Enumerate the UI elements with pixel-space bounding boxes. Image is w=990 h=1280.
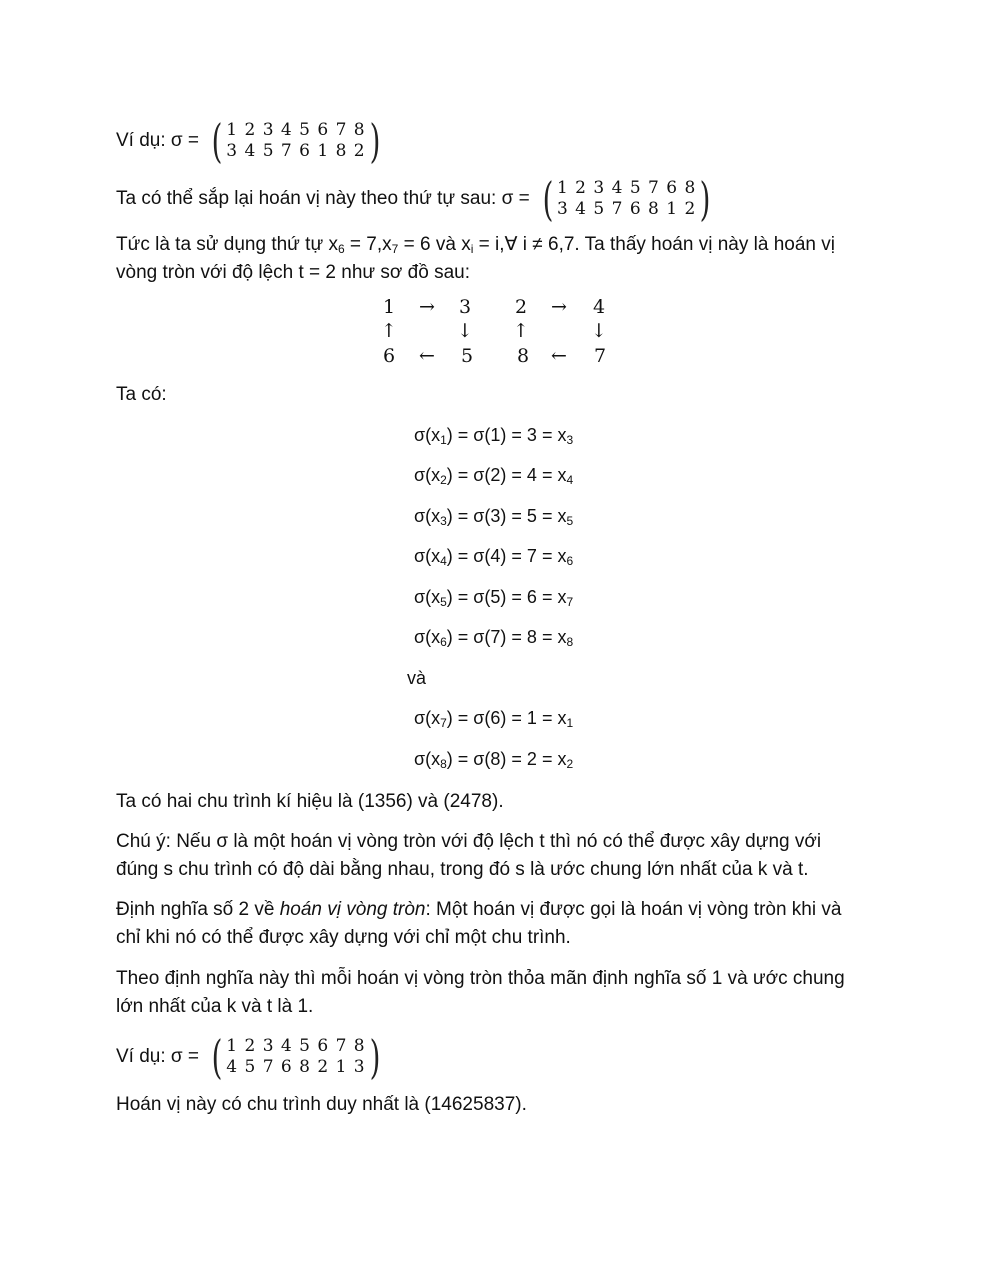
eq-text: ) = σ(6) = 1 = x: [446, 708, 567, 728]
explain-text: = 7,x: [344, 234, 392, 255]
note-line-1: Chú ý: Nếu σ là một hoán vị vòng tròn với độ lệch t thì nó có thể được xây dựng với: [116, 831, 822, 852]
eq-text: ) = σ(3) = 5 = x: [446, 506, 567, 526]
arrow-left: ←: [419, 345, 435, 367]
eq-text: ) = σ(7) = 8 = x: [446, 627, 567, 647]
perm-2-bottom-row: 3 4 5 7 6 8 1 2: [556, 199, 697, 219]
right-paren: ): [369, 1030, 380, 1084]
perm-3-top-row: 1 2 3 4 5 6 7 8: [226, 1036, 366, 1056]
right-paren: ): [699, 172, 711, 226]
subscript: 7: [391, 242, 399, 256]
subscript: 2: [440, 473, 447, 487]
eq-text: σ(x: [414, 506, 441, 526]
example-2: [116, 1030, 876, 1084]
definition-2-line-2: chỉ khi nó có thể được xây dựng với chỉ một chu trình.: [116, 927, 571, 948]
eq-text: ) = σ(2) = 4 = x: [446, 465, 567, 485]
subscript: 4: [566, 473, 574, 487]
subscript: 7: [566, 595, 574, 609]
permutation-matrix-3: [208, 1030, 383, 1084]
subscript: 3: [440, 514, 447, 528]
note-line-2: đúng s chu trình có độ dài bằng nhau, trong đó s là ước chung lớn nhất của k và t.: [116, 859, 809, 880]
permutation-matrix-2: [539, 172, 714, 226]
eq-text: σ(x: [414, 749, 441, 769]
arrow-down: ↓: [457, 320, 473, 342]
eq-text: σ(x: [414, 465, 441, 485]
explain-text: = i,∀ i ≠ 6,7. Ta thấy hoán vị này là hoán vị: [473, 234, 835, 255]
subscript: 8: [566, 635, 574, 649]
eq-text: ) = σ(5) = 6 = x: [446, 587, 567, 607]
right-paren: ): [369, 114, 380, 168]
node: 8: [516, 345, 530, 367]
eq-text: σ(x: [414, 708, 441, 728]
node: 4: [592, 296, 606, 318]
subscript: 5: [440, 595, 447, 609]
cycles-statement: Ta có hai chu trình kí hiệu là (1356) và (2478).: [116, 791, 504, 812]
eq-text: ) = σ(4) = 7 = x: [446, 546, 567, 566]
eq-text: ) = σ(1) = 3 = x: [446, 425, 567, 445]
arrow-up: ↑: [513, 320, 529, 342]
perm-1-top-row: 1 2 3 4 5 6 7 8: [226, 120, 366, 140]
example-1: [116, 114, 876, 168]
subscript: 5: [566, 514, 574, 528]
node: 7: [593, 345, 607, 367]
left-paren: (: [211, 114, 223, 168]
explanation-line-2: vòng tròn với độ lệch t = 2 như sơ đồ sau:: [116, 262, 470, 283]
left-paren: (: [211, 1030, 223, 1084]
permutation-matrix-1: [208, 114, 383, 168]
final-statement: Hoán vị này có chu trình duy nhất là (14625837).: [116, 1094, 527, 1115]
perm-2-top-row: 1 2 3 4 5 7 6 8: [556, 178, 697, 198]
theo-line-1: Theo định nghĩa này thì mỗi hoán vị vòng tròn thỏa mãn định nghĩa số 1 và ước chung: [116, 968, 845, 989]
equation: [414, 465, 573, 487]
subscript: 6: [440, 635, 447, 649]
arrow-right: →: [419, 296, 435, 318]
subscript: 8: [440, 757, 447, 771]
subscript: i: [470, 242, 474, 256]
perm-3-bottom-row: 4 5 7 6 8 2 1 3: [226, 1057, 366, 1077]
ta-co-heading: Ta có:: [116, 384, 167, 405]
left-paren: (: [542, 172, 554, 226]
equation: [414, 708, 573, 730]
equation: [414, 506, 573, 528]
conjunction-va: và: [407, 668, 427, 688]
eq-text: ) = σ(8) = 2 = x: [446, 749, 567, 769]
cycle-diagram: [370, 296, 630, 376]
arrow-left: ←: [551, 345, 567, 367]
explain-text: = 6 và x: [398, 234, 471, 255]
arrow-down: ↓: [591, 320, 607, 342]
equation: [414, 425, 573, 447]
def-text: : Một hoán vị được gọi là hoán vị vòng tròn khi và: [425, 899, 842, 920]
subscript: 7: [440, 716, 447, 730]
subscript: 6: [566, 554, 574, 568]
arrow-up: ↑: [381, 320, 397, 342]
node: 1: [382, 296, 396, 318]
subscript: 2: [566, 757, 574, 771]
subscript: 1: [440, 433, 447, 447]
node: 5: [460, 345, 474, 367]
eq-text: σ(x: [414, 627, 441, 647]
node: 3: [458, 296, 472, 318]
subscript: 3: [566, 433, 574, 447]
eq-text: σ(x: [414, 546, 441, 566]
example-2-label: Ví dụ: σ =: [116, 1046, 200, 1068]
eq-text: σ(x: [414, 425, 441, 445]
node: 2: [514, 296, 528, 318]
equation: [414, 587, 573, 609]
subscript: 6: [337, 242, 345, 256]
definition-2-line-1: [116, 896, 876, 924]
eq-text: σ(x: [414, 587, 441, 607]
node: 6: [382, 345, 396, 367]
arrow-right: →: [551, 296, 567, 318]
subscript: 1: [566, 716, 574, 730]
reorder-label: Ta có thể sắp lại hoán vị này theo thứ tự sau: σ =: [116, 188, 530, 210]
equation: [414, 546, 573, 568]
explain-text: Tức là ta sử dụng thứ tự x: [116, 234, 338, 255]
reorder-statement: [116, 172, 876, 226]
def-term: hoán vị vòng tròn: [279, 899, 426, 920]
perm-1-bottom-row: 3 4 5 7 6 1 8 2: [226, 141, 366, 161]
equation: [414, 627, 573, 649]
equation: [414, 749, 573, 771]
subscript: 4: [440, 554, 447, 568]
example-1-label: Ví dụ: σ =: [116, 130, 200, 152]
theo-line-2: lớn nhất của k và t là 1.: [116, 996, 314, 1017]
def-text: Định nghĩa số 2 về: [116, 899, 280, 920]
